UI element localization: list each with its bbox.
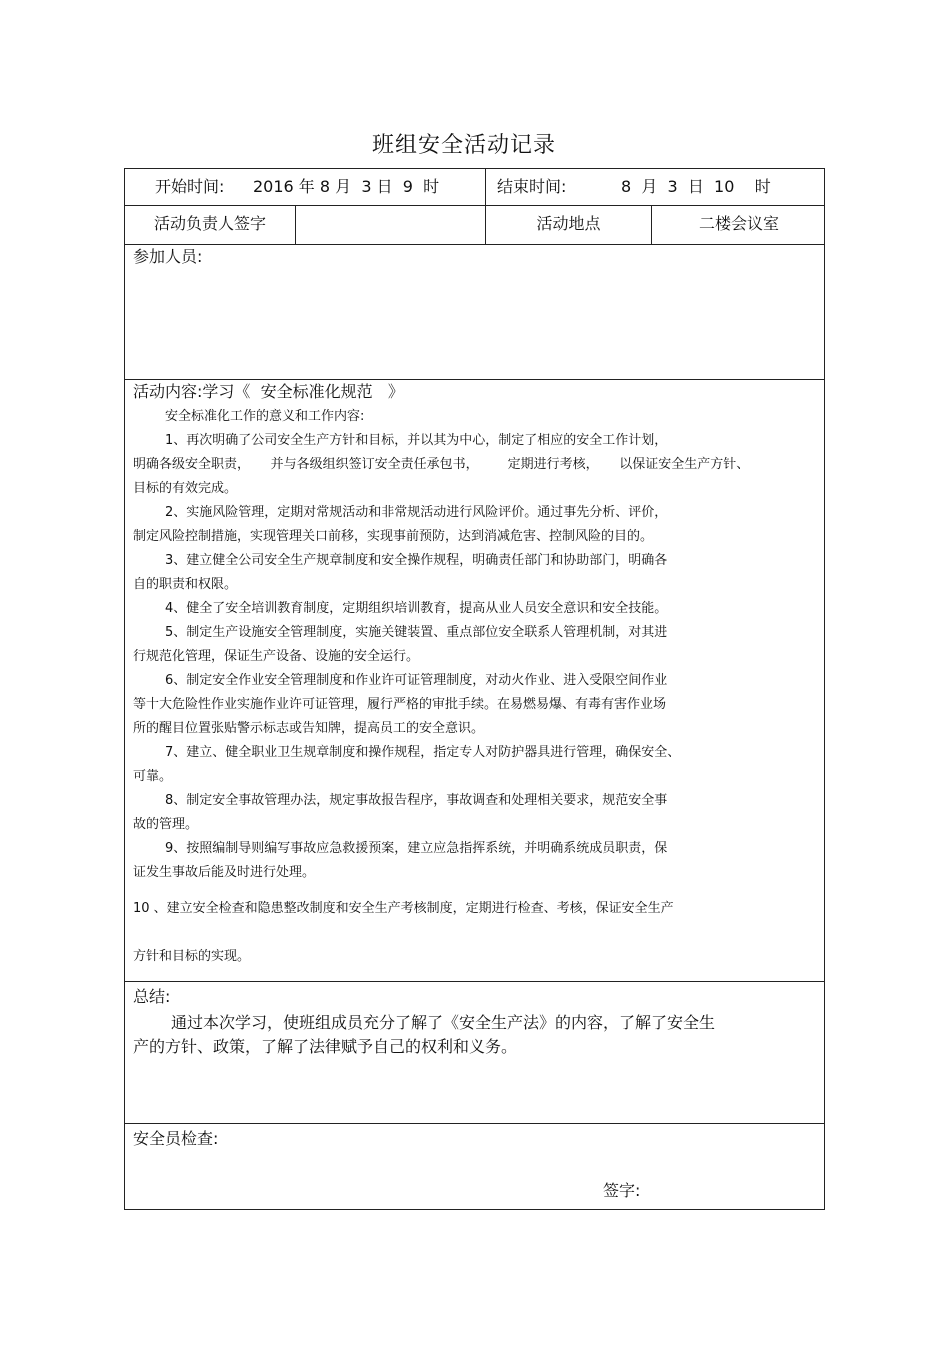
content-line: 所的醒目位置张贴警示标志或告知牌，提高员工的安全意识。: [133, 721, 485, 736]
summary-label: 总结:: [133, 987, 171, 1006]
row-divider: [125, 379, 824, 380]
content-line: 8、制定安全事故管理办法，规定事故报告程序，事故调查和处理相关要求，规范安全事: [165, 793, 668, 808]
location-value: 二楼会议室: [698, 214, 779, 233]
content-line: 3、建立健全公司安全生产规章制度和安全操作规程，明确责任部门和协助部门，明确各: [165, 553, 668, 568]
content-line: 自的职责和权限。: [133, 577, 238, 592]
content-line: 5、制定生产设施安全管理制度，实施关键装置、重点部位安全联系人管理机制，对其进: [165, 625, 668, 640]
signature-label: 签字:: [603, 1181, 641, 1200]
content-line: 方针和目标的实现。: [133, 949, 251, 964]
activity-content-label: 活动内容:学习《 安全标准化规范 》: [133, 382, 404, 401]
content-line: 9、按照编制导则编写事故应急救援预案，建立应急指挥系统，并明确系统成员职责，保: [165, 841, 668, 856]
content-line: 目标的有效完成。: [133, 481, 238, 496]
content-line: 行规范化管理，保证生产设备、设施的安全运行。: [133, 649, 420, 664]
start-time-label: 开始时间:: [155, 177, 225, 196]
end-time-label: 结束时间:: [497, 177, 567, 196]
start-time-value: 2016 年 8 月 3 日 9 时: [253, 177, 440, 196]
safety-officer-check-label: 安全员检查:: [133, 1129, 219, 1148]
summary-line: 通过本次学习，使班组成员充分了解了《安全生产法》的内容，了解了安全生: [171, 1013, 716, 1032]
content-line: 可靠。: [133, 769, 173, 784]
activity-content-body: [133, 405, 816, 969]
content-line: 明确各级安全职责， 并与各级组织签订安全责任承包书， 定期进行考核， 以保证安全生产方针、: [133, 457, 750, 472]
content-line: 等十大危险性作业实施作业许可证管理，履行严格的审批手续。在易燃易爆、有毒有害作业场: [133, 697, 667, 712]
content-line: 4、健全了安全培训教育制度，定期组织培训教育，提高从业人员安全意识和安全技能。: [165, 601, 668, 616]
row-divider: [125, 981, 824, 982]
summary-line: 产的方针、政策，了解了法律赋予自己的权利和义务。: [133, 1037, 518, 1056]
participants-label: 参加人员:: [133, 247, 203, 266]
content-line: 1、再次明确了公司安全生产方针和目标，并以其为中心，制定了相应的安全工作计划，: [165, 433, 668, 448]
content-line: 7、建立、健全职业卫生规章制度和操作规程，指定专人对防护器具进行管理，确保安全、: [165, 745, 681, 760]
end-time-value: 8 月 3 日 10 时: [621, 177, 771, 196]
row-divider: [125, 244, 824, 245]
content-line: 证发生事故后能及时进行处理。: [133, 865, 316, 880]
content-line: 安全标准化工作的意义和工作内容:: [165, 409, 365, 424]
column-divider: [295, 205, 296, 244]
content-line: 6、制定安全作业安全管理制度和作业许可证管理制度，对动火作业、进入受限空间作业: [165, 673, 668, 688]
row-divider: [125, 1123, 824, 1124]
location-label: 活动地点: [536, 214, 601, 233]
summary-body: [133, 1011, 793, 1059]
leader-signature-label: 活动负责人签字: [153, 214, 266, 233]
content-line: 制定风险控制措施，实现管理关口前移，实现事前预防，达到消减危害、控制风险的目的。: [133, 529, 654, 544]
row-divider: [125, 205, 824, 206]
content-line: 2、实施风险管理，定期对常规活动和非常规活动进行风险评价。通过事先分析、评价，: [165, 505, 668, 520]
content-line: 10 、建立安全检查和隐患整改制度和安全生产考核制度，定期进行检查、考核，保证安全生产: [133, 901, 674, 916]
content-line: 故的管理。: [133, 817, 199, 832]
activity-record-form: [124, 168, 825, 1210]
page-title: 班组安全活动记录: [371, 133, 556, 158]
